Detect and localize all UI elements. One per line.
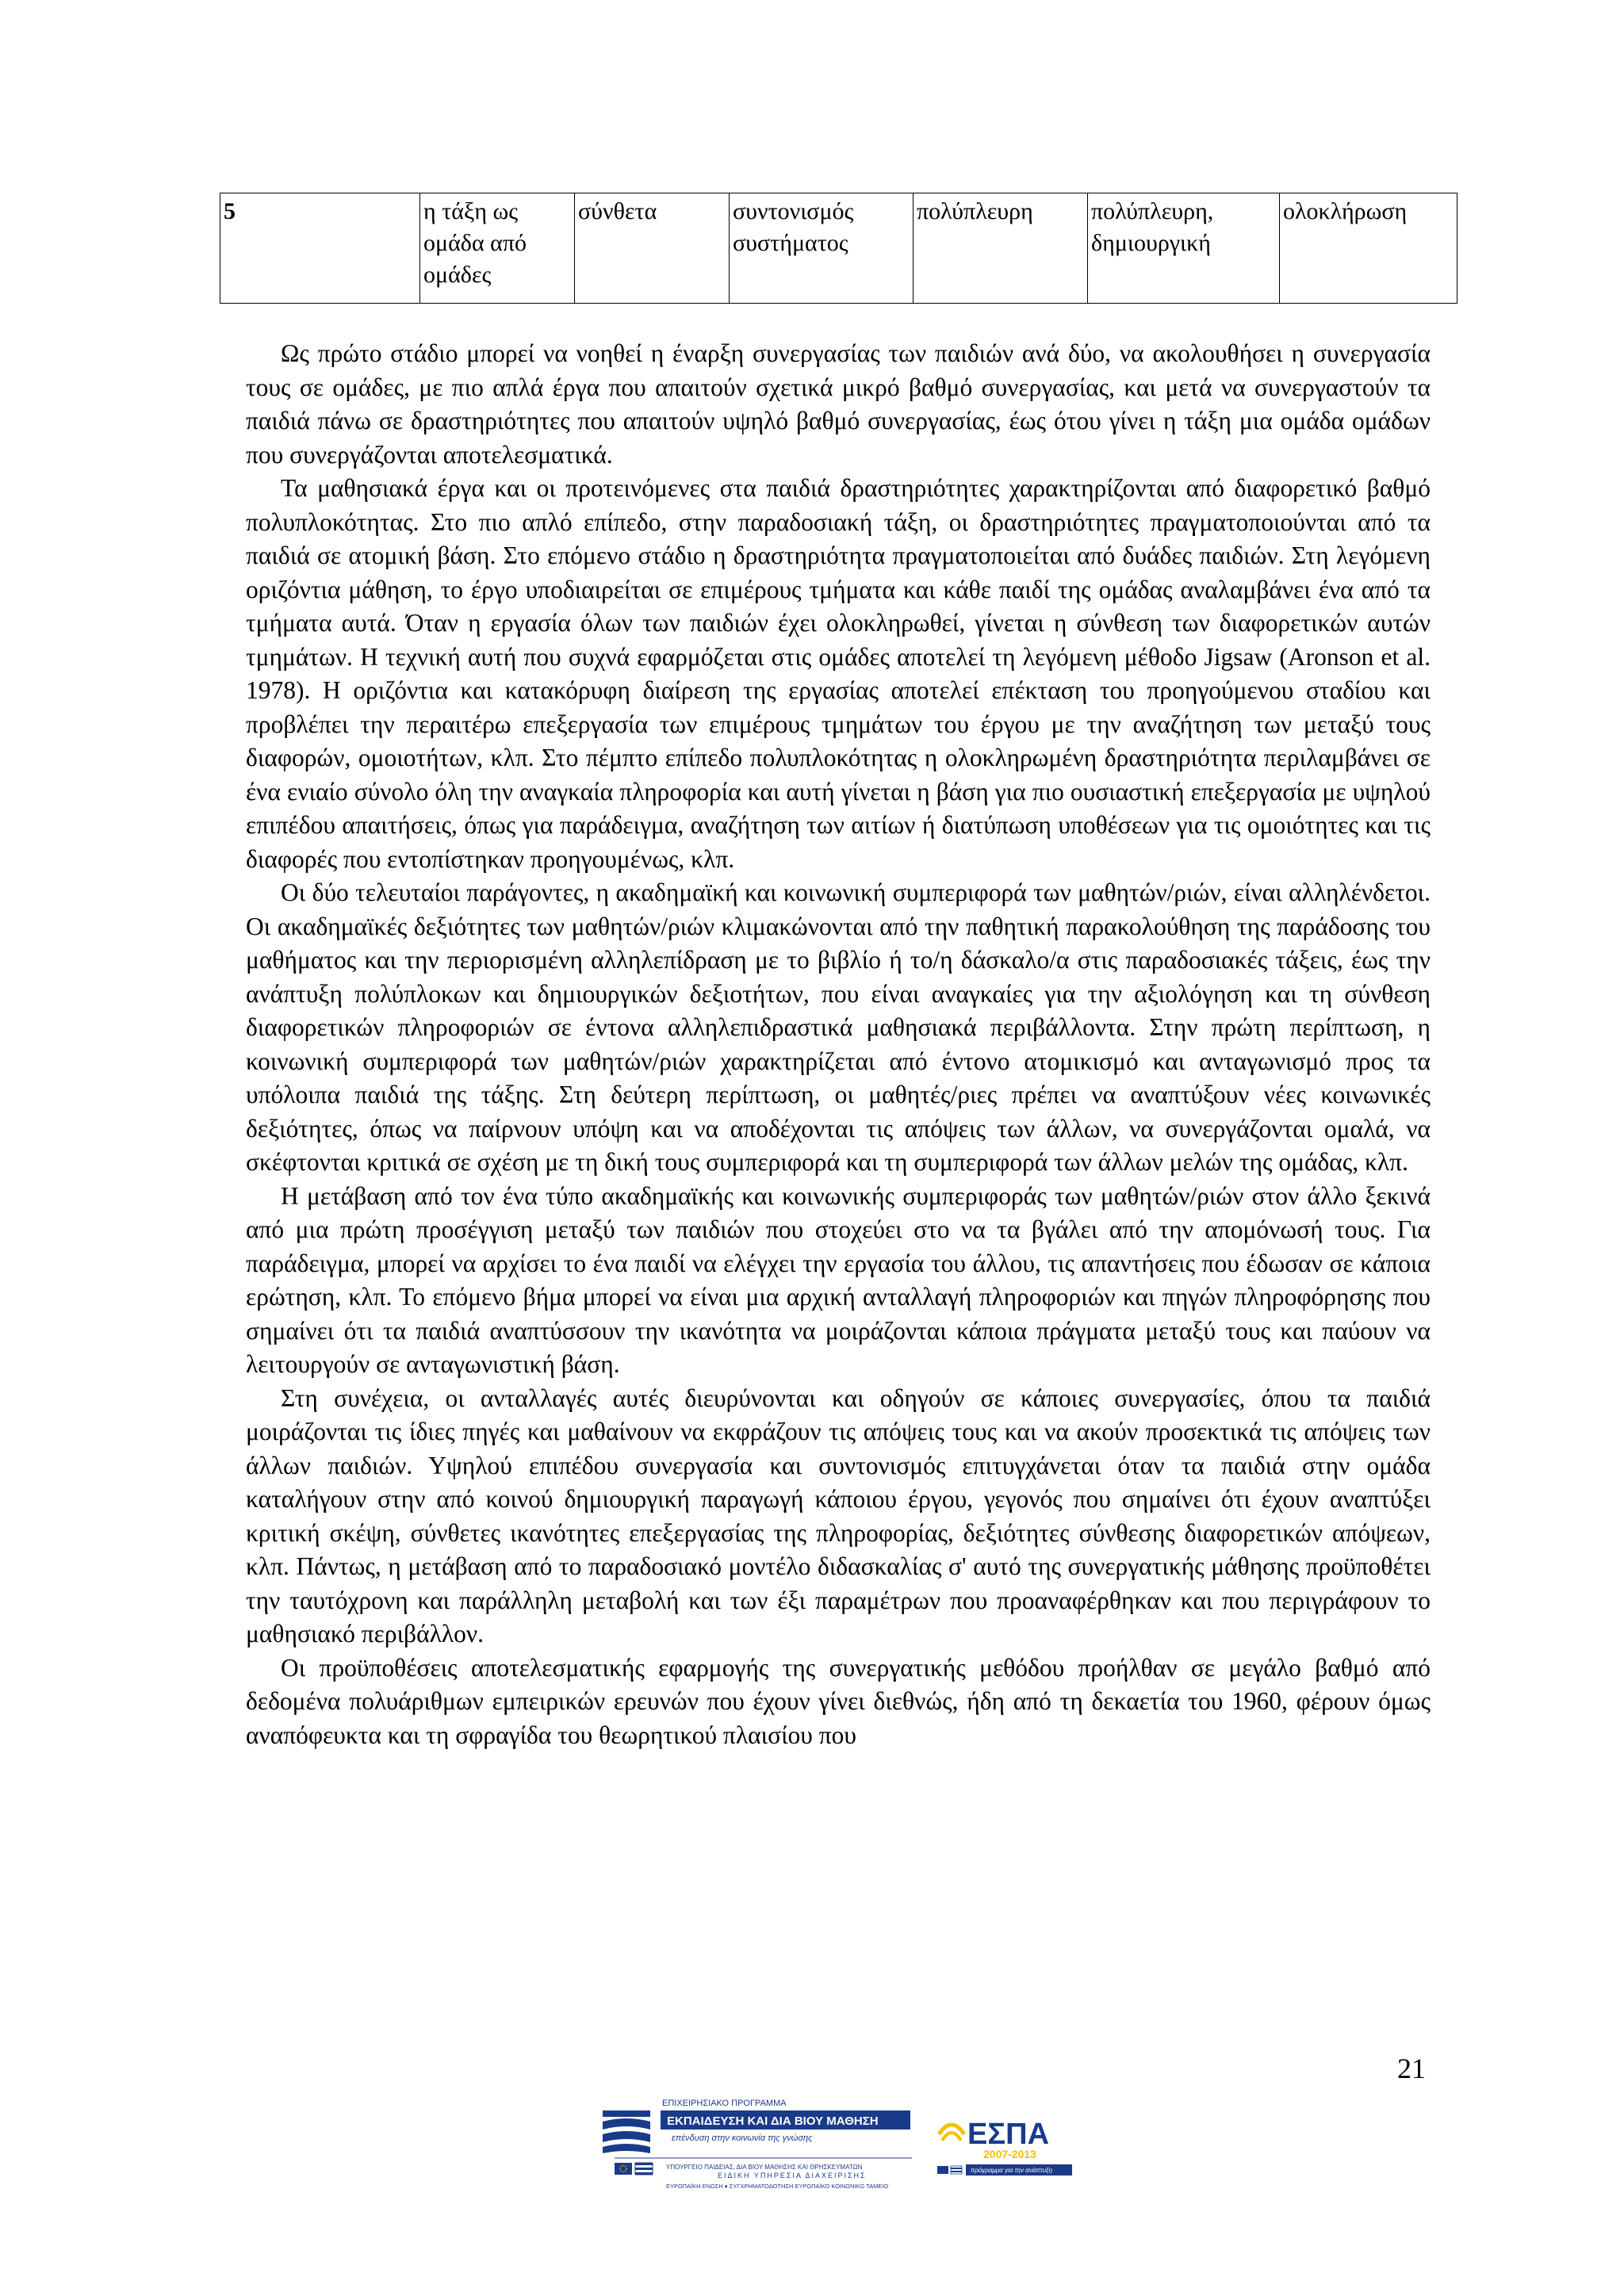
page-number: 21 [1397,2053,1426,2084]
program-name: ΕΚΠΑΙΔΕΥΣΗ ΚΑΙ ΔΙΑ ΒΙΟΥ ΜΑΘΗΣΗ [667,2114,879,2128]
paragraph: Ως πρώτο στάδιο μπορεί να νοηθεί η έναρξη συνεργασίας των παιδιών ανά δύο, να ακολουθήσει η συνεργασία τους σε ομάδες, με πιο απλά έργα που απαιτούν σχετικά μικρό βαθμό συνεργασίας, και μετά να συνεργαστούν τα παιδιά πάνω σε δραστηριότητες που απαιτούν υψηλό βαθμό συνεργασίας, έως ότου γίνει η τάξη μια ομάδα ομάδων που συνεργάζονται αποτελεσματικά. [246,339,1431,469]
levels-table [220,193,1457,304]
table-cell: σύνθετα [575,193,730,304]
espa-logo [936,2110,1074,2182]
table-cell: η τάξη ως ομάδα από ομάδες [420,193,575,304]
table-cell: πολύπλευρη [914,193,1088,304]
paragraph: Στη συνέχεια, οι ανταλλαγές αυτές διευρύνονται και οδηγούν σε κάποιες συνεργασίες, όπου τα παιδιά μοιράζονται τις ίδιες πηγές και μαθαίνουν να εκφράζουν τις απόψεις τους και να ακούν προσεκτικά τις απόψεις των άλλων παιδιών. Υψηλού επιπέδου συνεργασία και συντονισμός επιτυγχάνεται όταν τα παιδιά στην ομάδα καταλήγουν στην από κοινού δημιουργική παραγωγή κάποιου έργου, γεγονός που σημαίνει ότι έχουν αναπτύξει κριτική σκέψη, σύνθετες ικανότητες επεξεργασίας της πληροφορίας, δεξιότητες σύνθεσης διαφορετικών απόψεων, κλπ. Πάντως, η μετάβαση από το παραδοσιακό μοντέλο διδασκαλίας σ' αυτό της συνεργατικής μάθησης προϋποθέτει την ταυτόχρονη και παράλληλη μεταβολή και των έξι παραμέτρων που προαναφέρθηκαν και που περιγράφουν το μαθησιακό περιβάλλον. [246,1383,1431,1647]
table-cell: ολοκλήρωση [1280,193,1457,304]
espa-slogan: πρόγραμμα για την ανάπτυξη [971,2167,1053,2174]
table-cell-level: 5 [220,193,420,304]
agency-name: ΕΙΔΙΚΗ ΥΠΗΡΕΣΙΑ ΔΙΑΧΕΙΡΙΣΗΣ [718,2172,867,2179]
paragraph: Τα μαθησιακά έργα και οι προτεινόμενες στα παιδιά δραστηριότητες χαρακτηρίζονται από διαφορετικό βαθμό πολυπλοκότητας. Στο πιο απλό επίπεδο, στην παραδοσιακή τάξη, οι δραστηριότητες πραγματοποιούνται από τα παιδιά σε ατομική βάση. Στο επόμενο στάδιο η δραστηριότητα πραγματοποιείται από δυάδες παιδιών. Στη λεγόμενη οριζόντια μάθηση, το έργο υποδιαιρείται σε επιμέρους τμήματα και κάθε παιδί της ομάδας αναλαμβάνει ένα από τα τμήματα αυτά. Όταν η εργασία όλων των παιδιών έχει ολοκληρωθεί, γίνεται η σύνθεση των διαφορετικών αυτών τμημάτων. Η τεχνική αυτή που συχνά εφαρμόζεται στις ομάδες αποτελεί τη λεγόμενη μέθοδο Jigsaw (Aronson et al. 1978). Η οριζόντια και κατακόρυφη διαίρεση της εργασίας αποτελεί επέκταση του προηγούμενου σταδίου και προβλέπει την περαιτέρω επεξεργασία των επιμέρους τμημάτων του έργου με την αναζήτηση των μεταξύ τους διαφορών, ομοιοτήτων, κλπ. Στο πέμπτο επίπεδο πολυπλοκότητας η ολοκληρωμένη δραστηριότητα περιλαμβάνει σε ένα ενιαίο σύνολο όλη την αναγκαία πληροφορία και αυτή γίνεται η βάση για πιο ουσιαστική επεξεργασία με υψηλού επιπέδου απαιτήσεις, όπως για παράδειγμα, αναζήτηση των αιτίων ή διατύπωση υποθέσεων για τις ομοιότητες και τις διαφορές που εντοπίστηκαν προηγουμένως, κλπ. [246,474,1431,873]
espa-name: ΕΣΠΑ [967,2118,1050,2151]
eu-flag-icon [937,2166,948,2174]
table-cell: πολύπλευρη, δημιουργική [1088,193,1280,304]
table-cell: συντονισμός συστήματος [730,193,914,304]
program-logo [599,2093,916,2196]
paragraph: Η μετάβαση από τον ένα τύπο ακαδημαϊκής και κοινωνικής συμπεριφοράς των μαθητών/ριών στον άλλο ξεκινά από μια πρώτη προσέγγιση μεταξύ των παιδιών που στοχεύει στο να τα βγάλει από την απομόνωσή τους. Για παράδειγμα, μπορεί να αρχίσει το ένα παιδί να ελέγχει την εργασία του άλλου, τις απαντήσεις που έδωσαν σε κάποια ερώτηση, κλπ. Το επόμενο βήμα μπορεί να είναι μια αρχική ανταλλαγή πληροφοριών και πηγών πληροφόρησης που σημαίνει ότι τα παιδιά αναπτύσσουν την ικανότητα να μοιράζονται κάποια πράγματα μεταξύ τους και παύουν να λειτουργούν σε ανταγωνιστική βάση. [246,1181,1431,1378]
program-slogan: επένδυση στην κοινωνία της γνώσης [672,2133,813,2143]
footer-logos [599,2093,1074,2196]
wave-emblem-icon [603,2110,650,2153]
program-title: ΕΠΙΧΕΙΡΗΣΙΑΚΟ ΠΡΟΓΡΑΜΜΑ [662,2099,787,2108]
greek-flag-icon [951,2166,962,2174]
espa-years: 2007-2013 [983,2148,1036,2160]
paragraph: Οι δύο τελευταίοι παράγοντες, η ακαδημαϊκή και κοινωνική συμπεριφορά των μαθητών/ριών, είναι αλληλένδετοι. Οι ακαδημαϊκές δεξιότητες των μαθητών/ριών κλιμακώνονται από την παθητική παρακολούθηση της παράδοσης του μαθήματος και την περιορισμένη αλληλεπίδραση με το βιβλίο ή το/η δάσκαλο/α στις παραδοσιακές τάξεις, έως την ανάπτυξη πολύπλοκων και δημιουργικών δεξιοτήτων, που είναι αναγκαίες για την αξιολόγηση και τη σύνθεση διαφορετικών πληροφοριών σε έντονα αλληλεπιδραστικά μαθησιακά περιβάλλοντα. Στην πρώτη περίπτωση, η κοινωνική συμπεριφορά των μαθητών/ριών χαρακτηρίζεται από έντονο ατομικισμό και ανταγωνισμό προς τα υπόλοιπα παιδιά της τάξης. Στη δεύτερη περίπτωση, οι μαθητές/ριες πρέπει να αναπτύξουν νέες κοινωνικές δεξιότητες, όπως να παίρνουν υπόψη και να αποδέχονται τις απόψεις των άλλων, να συνεργάζονται ομαλά, να σκέφτονται κριτικά σε σχέση με τη δική τους συμπεριφορά και τη συμπεριφορά των άλλων μελών της ομάδας, κλπ. [246,878,1431,1176]
ministry-name: ΥΠΟΥΡΓΕΙΟ ΠΑΙΔΕΙΑΣ, ΔΙΑ ΒΙΟΥ ΜΑΘΗΣΗΣ ΚΑΙ ΘΡΗΣΚΕΥΜΑΤΩΝ [666,2164,863,2171]
body-text [246,337,1431,1752]
table-row [220,193,1457,304]
espa-emblem-icon [939,2125,964,2141]
greek-flag-icon [635,2163,653,2175]
eu-flag-icon [615,2163,632,2175]
paragraph: Οι προϋποθέσεις αποτελεσματικής εφαρμογής της συνεργατικής μεθόδου προήλθαν σε μεγάλο βαθμό από δεδομένα πολυάριθμων εμπειρικών ερευνών που έχουν γίνει διεθνώς, ήδη από τη δεκαετία του 1960, φέρουν όμως αναπόφευκτα και τη σφραγίδα του θεωρητικού πλαισίου που [246,1653,1431,1749]
funding-text: ΕΥΡΩΠΑΪΚΗ ΕΝΩΣΗ ♦ ΣΥΓΧΡΗΜΑΤΟΔΟΤΗΣΗ ΕΥΡΩΠΑΪΚΟ ΚΟΙΝΩΝΙΚΟ ΤΑΜΕΙΟ [666,2183,889,2190]
